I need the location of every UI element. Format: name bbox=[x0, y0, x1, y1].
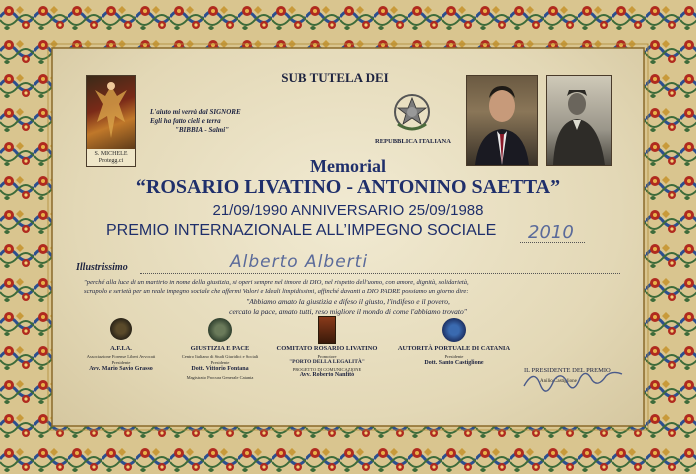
sponsor-autorita-role: Presidente bbox=[444, 354, 464, 359]
sponsor-afia-sub: Associazione Forense Liberi Avvocati bbox=[86, 354, 156, 359]
angel-figure-icon bbox=[87, 76, 135, 148]
sponsor-autorita-person: Dott. Santo Castiglione bbox=[424, 360, 484, 366]
recipient-name-handwritten: Alberto Alberti bbox=[230, 252, 369, 272]
sponsor-giustizia-person: Dott. Vittorio Fontana bbox=[191, 366, 249, 372]
recipient-line bbox=[140, 273, 620, 274]
honorees-title: “ROSARIO LIVATINO - ANTONINO SAETTA” bbox=[135, 176, 561, 198]
sponsor-comitato-project-sub: PROGETTO DI COMUNICAZIONE bbox=[292, 367, 362, 372]
president-signature bbox=[520, 366, 630, 392]
bible-quote-source: "BIBBIA - Salmi" bbox=[175, 126, 230, 134]
sponsor-comitato-person: Avv. Roberto Nanfitò bbox=[299, 372, 355, 378]
person-silhouette-icon bbox=[467, 76, 537, 165]
giustizia-pace-logo-icon bbox=[208, 318, 232, 342]
bible-quote-line-2: Egli ha fatto cieli e terra bbox=[150, 117, 221, 125]
award-year-handwritten: 2010 bbox=[528, 222, 574, 243]
president-name: Anilio Castiglione bbox=[540, 379, 577, 384]
afia-logo-icon bbox=[110, 318, 132, 340]
sponsor-giustizia-sub: Centro Italiano di Studi Giuridici e Sociali bbox=[181, 354, 259, 359]
sub-tutela-heading: SUB TUTELA DEI bbox=[281, 70, 389, 85]
sponsor-giustizia-name: GIUSTIZIA E PACE bbox=[190, 345, 250, 352]
sponsor-giustizia-title: Magistrato Procura Generale Catania bbox=[186, 375, 254, 380]
sponsor-afia-role: Presidente bbox=[111, 360, 131, 365]
saint-michael-image bbox=[86, 75, 136, 167]
portrait-rosario-livatino bbox=[466, 75, 538, 166]
motivation-line-4: cercato la pace, amato tutti, reso migliore il mondo di come l'abbiamo trovato" bbox=[229, 307, 467, 316]
italian-republic-emblem-icon bbox=[392, 92, 432, 136]
autorita-portuale-logo-icon bbox=[442, 318, 466, 342]
award-title: PREMIO INTERNAZIONALE ALL’IMPEGNO SOCIALE bbox=[106, 222, 497, 239]
recipient-label: Illustrissimo bbox=[76, 262, 128, 273]
bible-quote-line-1: L'aiuto mi verrà dal SIGNORE bbox=[150, 108, 241, 116]
portrait-antonino-saetta bbox=[546, 75, 612, 166]
saint-caption: S. MICHELE bbox=[94, 151, 128, 157]
sponsor-afia-name: A.F.I.A. bbox=[110, 345, 132, 352]
president-label: IL PRESIDENTE DEL PREMIO bbox=[524, 367, 611, 374]
year-underline bbox=[520, 242, 585, 243]
person-silhouette-icon bbox=[547, 76, 611, 165]
motivation-line-1: "perché alla luce di un martirio in nome della giustizia, si operi sempre nel timore di DIO, nel rispetto dell'uomo, con amore, dignità, solidarietà, bbox=[84, 279, 469, 286]
sponsor-comitato-name: COMITATO ROSARIO LIVATINO bbox=[276, 345, 378, 352]
anniversary-dates: 21/09/1990 ANNIVERSARIO 25/09/1988 bbox=[212, 202, 484, 219]
motivation-line-2: scrupolo e serietà per un reale impegno sociale che affermi Valori e Ideali limpidissimi, affinché davanti a DIO PADRE possiamo un giorno dire: bbox=[84, 288, 469, 295]
republic-label: REPUBBLICA ITALIANA bbox=[375, 138, 451, 145]
sponsor-afia-person: Avv. Mario Savio Grasso bbox=[89, 366, 153, 372]
sponsor-giustizia-role: Presidente bbox=[210, 360, 230, 365]
sponsor-autorita-name: AUTORITÀ PORTUALE DI CATANIA bbox=[397, 345, 511, 352]
memorial-title: Memorial bbox=[310, 156, 386, 176]
comitato-livatino-logo-icon bbox=[318, 316, 336, 344]
sponsor-comitato-project: "PORTO DELLA LEGALITÀ" bbox=[289, 359, 365, 365]
saint-caption-sub: Protegg.ci bbox=[98, 158, 124, 164]
motivation-line-3: "Abbiamo amato la giustizia e difeso il giusto, l'indifeso e il povero, bbox=[246, 297, 450, 306]
sponsor-comitato-role: Promotore bbox=[317, 354, 337, 359]
